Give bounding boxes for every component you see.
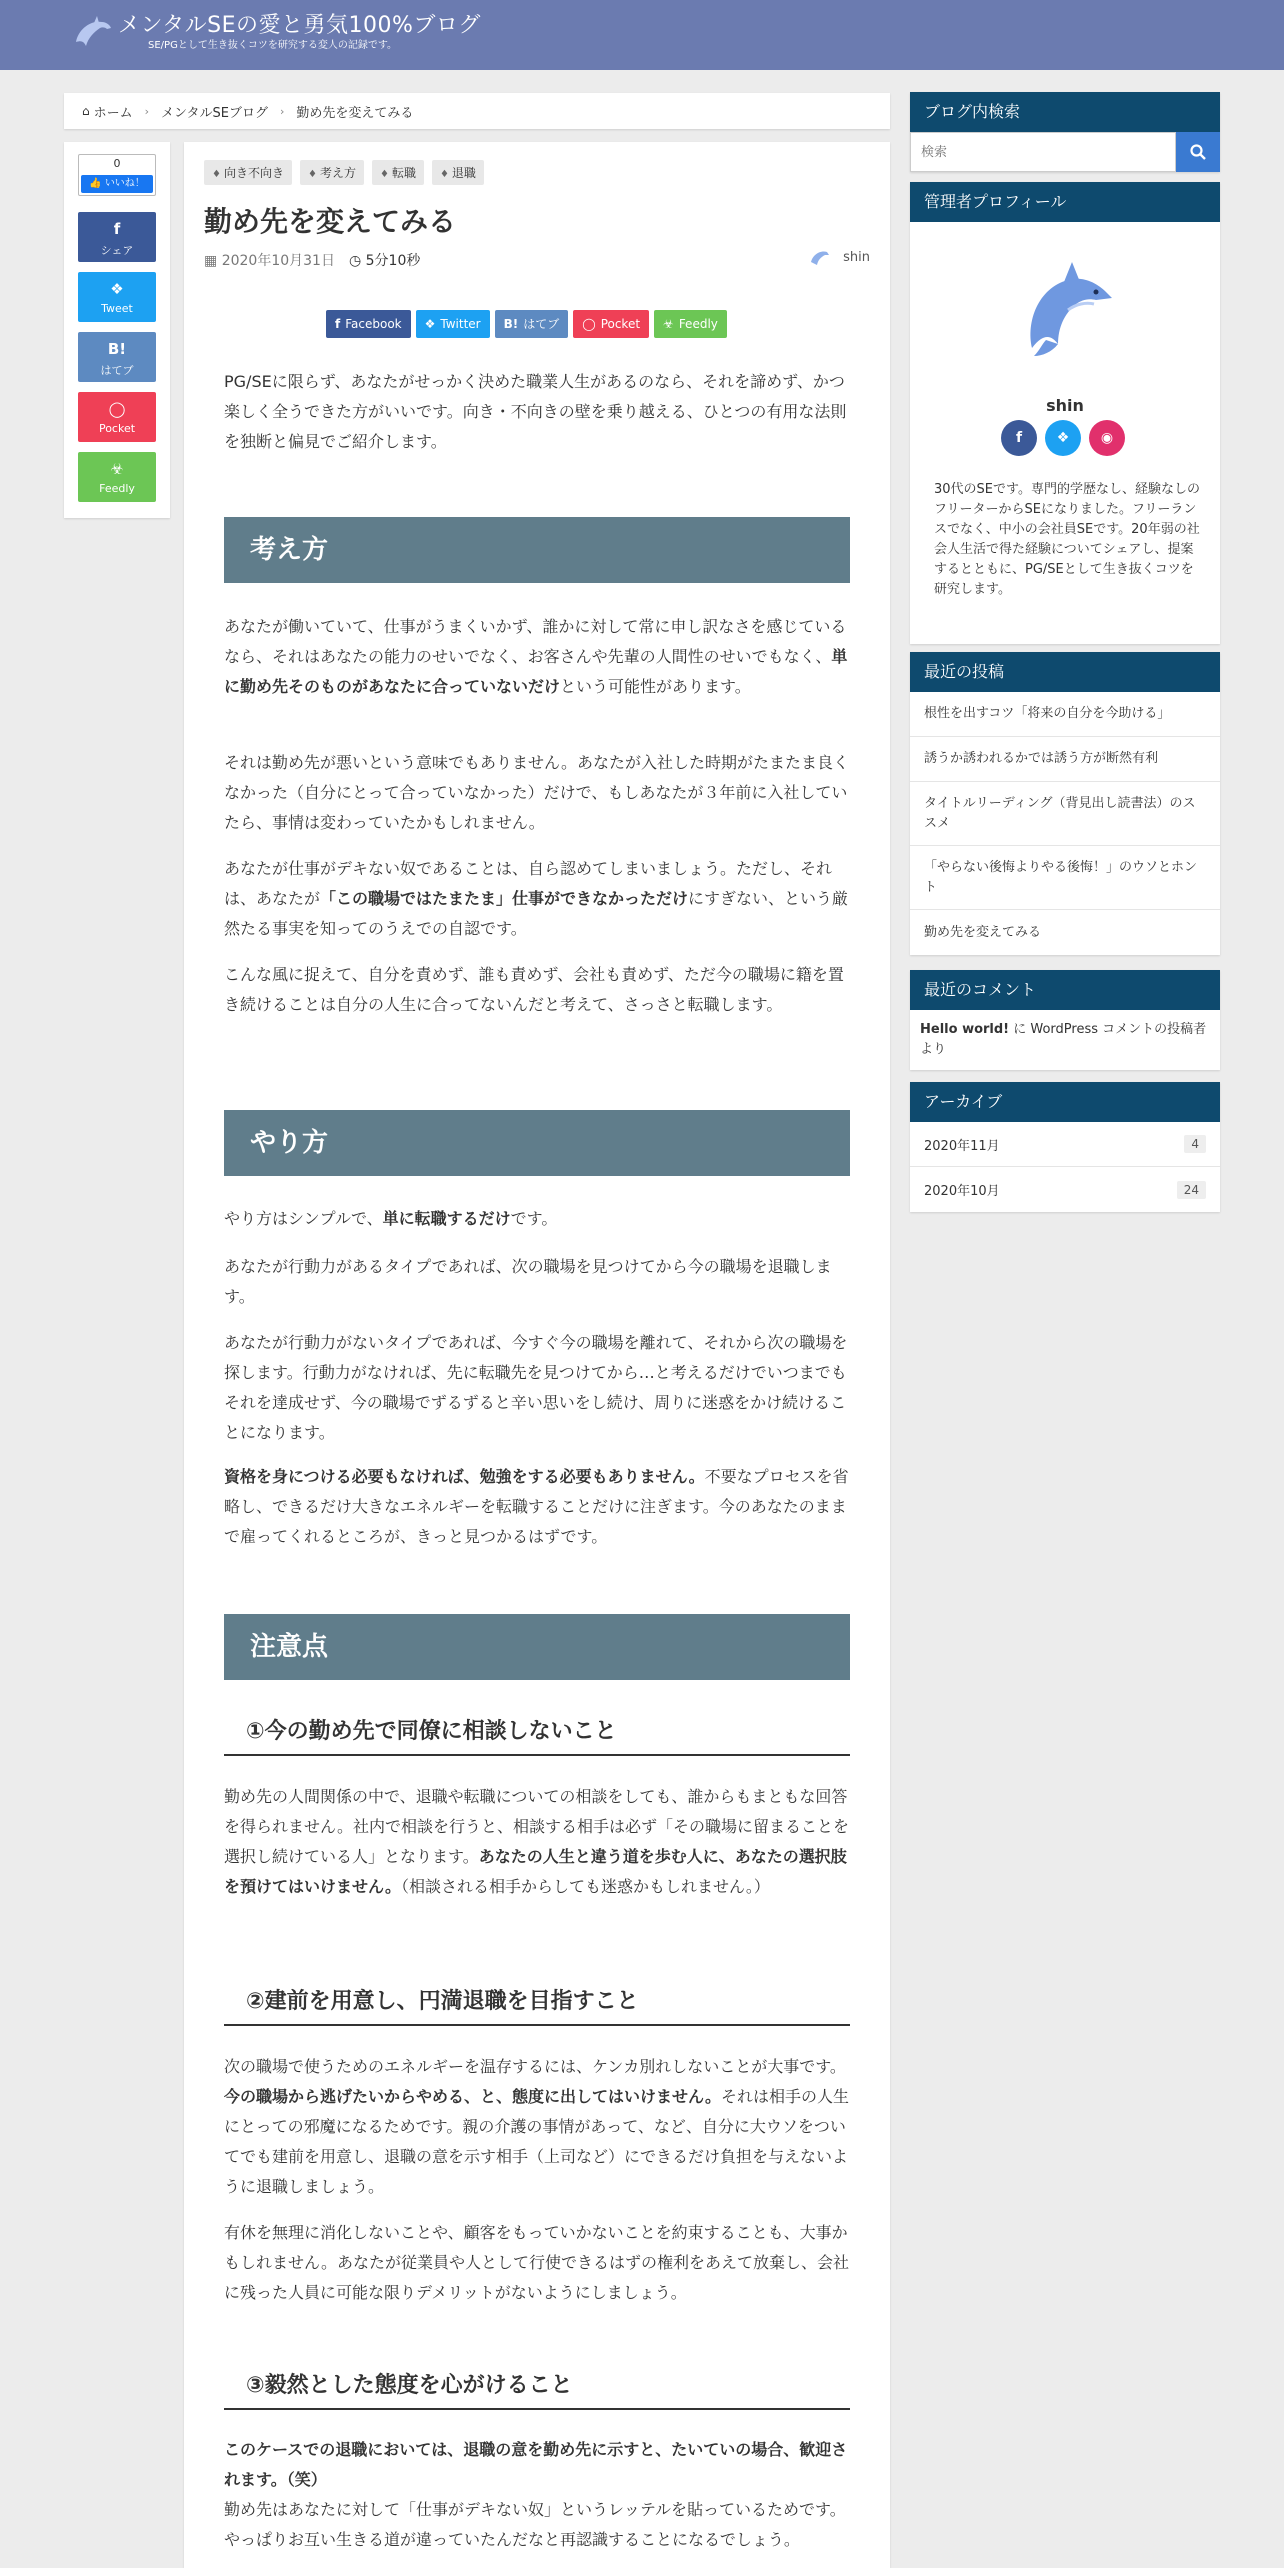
home-icon: ⌂ <box>82 104 90 118</box>
recent-post-link[interactable]: 誘うか誘われるかでは誘う方が断然有利 <box>910 737 1220 782</box>
archive-label[interactable]: 2020年10月 <box>924 1184 1000 1199</box>
breadcrumb <box>64 93 890 129</box>
paragraph: 次の職場で使うためのエネルギーを温存するには、ケンカ別れしないことが大事です。今の職場から逃げたいからやめる、と、態度に出してはいけません。それは相手の人生にとっての邪魔になるためです。親の介護の事情があって、など、自分に大ウソをついてでも建前を用意し、退職の意を示す相手（上司など）にできるだけ負担を与えないように退職しましょう。 <box>224 2057 849 2196</box>
instagram-link-icon[interactable]: ◉ <box>1089 420 1125 456</box>
paragraph: あなたが働いていて、仕事がうまくいかず、誰かに対して常に申し訳なさを感じているなら、それはあなたの能力のせいでなく、お客さんや先輩の人間性のせいでもなく、単に勤め先そのものがあなたに合っていないだけという可能性があります。 <box>224 617 848 696</box>
subheading-1: ①今の勤め先で同僚に相談しないこと <box>224 1712 850 1756</box>
hatena-share-button[interactable]: B! はてブ <box>78 332 156 382</box>
site-header <box>0 0 1284 70</box>
author-avatar-icon <box>809 246 831 268</box>
twitter-share-button[interactable]: ❖ Tweet <box>78 272 156 322</box>
recent-comments-widget <box>910 970 1220 1070</box>
archive-count: 4 <box>1184 1135 1206 1153</box>
dolphin-logo-icon <box>72 12 114 54</box>
pocket-button[interactable]: ◯ Pocket <box>573 310 649 338</box>
recent-comments-title: 最近のコメント <box>910 970 1220 1010</box>
tag-icon: ♦ <box>307 169 317 180</box>
recent-post-link[interactable]: 根性を出すコツ「将来の自分を今助ける」 <box>910 692 1220 737</box>
tag-icon: ♦ <box>439 169 449 180</box>
search-widget <box>910 92 1220 172</box>
profile-description: 30代のSEです。専門的学歴なし、経験なしのフリーターからSEになりました。フリーランスでなく、中小の会社員SEです。20年弱の社会人生活で得た経験についてシェアし、提案するとともに、PG/SEとして生き抜くコツを研究します。 <box>934 482 1200 597</box>
feedly-share-button[interactable]: ☣ Feedly <box>78 452 156 502</box>
tag-item[interactable]: ♦ 転職 <box>372 160 424 185</box>
breadcrumb-separator-icon: › <box>144 104 150 118</box>
comment-author-link[interactable]: WordPress コメントの投稿者 <box>1030 1022 1207 1037</box>
tag-icon: ♦ <box>379 169 389 180</box>
share-sidebar <box>64 142 170 518</box>
article <box>184 142 890 2568</box>
subheading-3: ③毅然とした態度を心がけること <box>224 2366 850 2410</box>
twitter-button[interactable]: ❖ Twitter <box>416 310 490 338</box>
like-count: 0 <box>113 157 121 170</box>
paragraph: あなたが仕事がデキない奴であることは、自ら認めてしまいましょう。ただし、それは、あなたが「この職場ではたまたま」仕事ができなかっただけにすぎない、という厳然たる事実を知ってのうえでの自認です。 <box>224 859 849 938</box>
paragraph: それは勤め先が悪いという意味でもありません。あなたが入社した時期がたまたま良くなかった（自分にとって合っていなかった）だけで、もしあなたが３年前に入社していたら、事情は変わっていたかもしれません。 <box>224 753 849 832</box>
facebook-link-icon[interactable]: f <box>1001 420 1037 456</box>
facebook-icon: f <box>335 317 341 331</box>
feedly-icon: ☣ <box>663 317 674 331</box>
archive-title: アーカイブ <box>910 1082 1220 1122</box>
profile-widget-title: 管理者プロフィール <box>910 182 1220 222</box>
author[interactable] <box>809 246 870 268</box>
paragraph: 資格を身につける必要もなければ、勉強をする必要もありません。不要なプロセスを省略し、できるだけ大きなエネルギーを転職することだけに注ぎます。今のあなたのままで雇ってくれるところが、きっと見つかるはずです。 <box>224 1467 849 1546</box>
recent-comment: Hello world! に WordPress コメントの投稿者 より <box>920 1022 1207 1057</box>
paragraph: あなたが行動力がないタイプであれば、今すぐ今の職場を離れて、それから次の職場を探します。行動力がなければ、先に転職先を見つけてから…と考えるだけでいつまでもそれを達成せず、今の職場でずるずると辛い思いをし続け、周りに迷惑をかけ続けることになります。 <box>224 1333 848 1442</box>
tag-list <box>204 160 484 185</box>
twitter-icon: ❖ <box>424 317 436 331</box>
search-icon <box>1189 143 1207 161</box>
pocket-icon: ◯ <box>108 400 126 418</box>
breadcrumb-category[interactable]: メンタルSEブログ <box>161 105 268 121</box>
tag-item[interactable]: ♦ 退職 <box>432 160 484 185</box>
profile-social-links <box>1001 420 1125 456</box>
feedly-button[interactable]: ☣ Feedly <box>654 310 727 338</box>
paragraph: あなたが行動力があるタイプであれば、次の職場を見つけてから今の職場を退職します。 <box>224 1257 832 1306</box>
paragraph: このケースでの退職においては、退職の意を勤め先に示すと、たいていの場合、歓迎されます。（笑） 勤め先はあなたに対して「仕事がデキない奴」というレッテルを貼っているためです。やっぱりお互い生きる道が違っていたんだなと再認識することになるでしょう。 <box>224 2440 848 2549</box>
subheading-2: ②建前を用意し、円満退職を目指すこと <box>224 1982 850 2026</box>
paragraph: やり方はシンプルで、単に転職するだけです。 <box>224 1209 558 1228</box>
site-title[interactable]: メンタルSEの愛と勇気100%ブログ <box>118 13 481 38</box>
pocket-share-button[interactable]: ◯ Pocket <box>78 392 156 442</box>
heading-yarikata: やり方 <box>224 1110 850 1176</box>
hatena-icon: B! <box>503 317 519 331</box>
author-name[interactable]: shin <box>843 249 870 265</box>
breadcrumb-separator-icon: › <box>280 104 285 118</box>
facebook-like-box[interactable] <box>78 154 156 196</box>
recent-post-link[interactable]: タイトルリーディング（背見出し読書法）のススメ <box>910 782 1220 846</box>
twitter-link-icon[interactable]: ❖ <box>1045 420 1081 456</box>
comment-post-link[interactable]: Hello world! <box>920 1022 1010 1037</box>
archive-item[interactable] <box>910 1122 1220 1167</box>
site-subtitle: SE/PGとして生き抜くコツを研究する変人の記録です。 <box>148 40 398 51</box>
feedly-icon: ☣ <box>110 460 124 478</box>
paragraph: こんな風に捉えて、自分を責めず、誰も責めず、会社も責めず、ただ今の職場に籍を置き続けることは自分の人生に合ってないんだと考えて、さっさと転職します。 <box>224 965 844 1014</box>
recent-posts-title: 最近の投稿 <box>910 652 1220 692</box>
dolphin-avatar-icon <box>1012 252 1122 362</box>
site-logo[interactable] <box>72 12 481 54</box>
share-buttons <box>326 310 727 338</box>
heading-chuiten: 注意点 <box>224 1614 850 1680</box>
recent-post-link[interactable]: 勤め先を変えてみる <box>924 924 1042 940</box>
hatena-button[interactable]: B! はてブ <box>495 310 569 338</box>
clock-icon: ◷ <box>348 253 362 269</box>
recent-posts-widget <box>910 652 1220 955</box>
thumbs-up-icon: 👍 <box>89 178 102 189</box>
tag-item[interactable]: ♦ 向き不向き <box>204 160 292 185</box>
paragraph: 勤め先の人間関係の中で、退職や転職についての相談をしても、誰からもまともな回答を得られません。社内で相談を行うと、相談する相手は必ず「その職場に留まることを選択し続けている人」となります。あなたの人生と違う道を歩む人に、あなたの選択肢を預けてはいけません。（相談される相手からしても迷惑かもしれません。） <box>224 1787 849 1896</box>
archive-count: 24 <box>1177 1181 1206 1199</box>
article-meta <box>204 250 420 270</box>
archive-item[interactable] <box>910 1167 1220 1212</box>
facebook-button[interactable]: f Facebook <box>326 310 411 338</box>
facebook-share-button[interactable]: f シェア <box>78 212 156 262</box>
profile-widget <box>910 182 1220 644</box>
post-date: ▦ 2020年10月31日 <box>204 253 335 269</box>
pocket-icon: ◯ <box>582 317 596 331</box>
archive-widget <box>910 1082 1220 1212</box>
article-title: 勤め先を変えてみる <box>204 205 457 238</box>
calendar-icon: ▦ <box>204 253 218 269</box>
breadcrumb-current: 勤め先を変えてみる <box>296 105 414 121</box>
like-button[interactable]: 👍 いいね！ <box>81 175 153 193</box>
breadcrumb-home[interactable]: ホーム <box>93 105 133 121</box>
hatena-icon: B! <box>107 340 127 358</box>
twitter-icon: ❖ <box>110 280 124 298</box>
profile-name: shin <box>1046 396 1084 415</box>
search-input[interactable] <box>910 132 1176 172</box>
tag-item[interactable]: ♦ 考え方 <box>300 160 364 185</box>
recent-post-link[interactable]: 「やらない後悔よりやる後悔！」のウソとホント <box>910 846 1220 910</box>
paragraph: 有休を無理に消化しないことや、顧客をもっていかないことを約束することも、大事かもしれません。あなたが従業員や人として行使できるはずの権利をあえて放棄し、会社に残った人員に可能な限りデメリットがないようにしましょう。 <box>224 2223 849 2302</box>
search-button[interactable] <box>1176 132 1220 172</box>
search-widget-title: ブログ内検索 <box>910 92 1220 132</box>
archive-label[interactable]: 2020年11月 <box>924 1138 1000 1154</box>
facebook-icon: f <box>113 220 121 238</box>
heading-kangaekata: 考え方 <box>224 517 850 583</box>
read-time: ◷ 5分10秒 <box>348 253 421 269</box>
intro-paragraph: PG/SEに限らず、あなたがせっかく決めた職業人生があるのなら、それを諦めず、かつ楽しく全うできた方がいいです。向き・不向きの壁を乗り越える、ひとつの有用な法則を独断と偏見でご紹介します。 <box>224 372 847 451</box>
tag-icon: ♦ <box>212 169 221 180</box>
